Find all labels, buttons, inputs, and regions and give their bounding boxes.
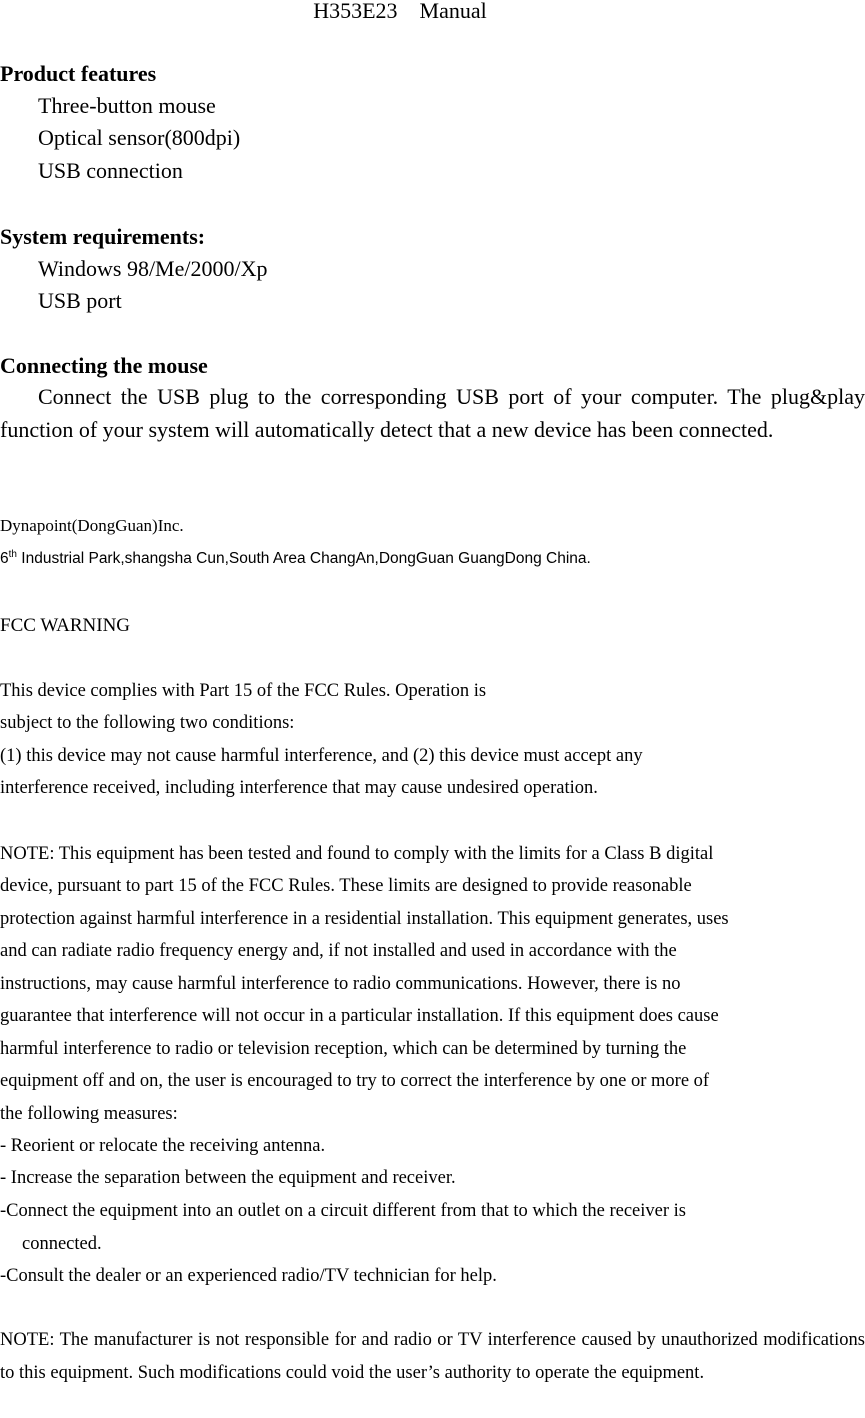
compliance-line: interference received, including interference that may cause undesired operation.: [0, 778, 598, 798]
measure-item: -Consult the dealer or an experienced radio/TV technician for help.: [0, 1266, 497, 1286]
compliance-line: (1) this device may not cause harmful interference, and (2) this device must accept any: [0, 746, 643, 766]
compliance-line: This device complies with Part 15 of the FCC Rules. Operation is: [0, 681, 487, 701]
feature-item: Three-button mouse: [38, 93, 216, 118]
address-suffix: th: [8, 548, 17, 560]
note-line: instructions, may cause harmful interference to radio communications. However, there is no: [0, 974, 681, 994]
note-line: NOTE: This equipment has been tested and found to comply with the limits for a Class B digital: [0, 844, 714, 864]
document-title: H353E23 Manual: [313, 0, 487, 23]
measure-item: connected.: [22, 1234, 102, 1254]
note-line: device, pursuant to part 15 of the FCC Rules. These limits are designed to provide reasonable: [0, 876, 692, 896]
system-requirements-heading: System requirements:: [0, 224, 206, 249]
measure-item: - Reorient or relocate the receiving antenna.: [0, 1136, 326, 1156]
address-number: 6: [0, 550, 9, 567]
company-name: Dynapoint(DongGuan)Inc.: [0, 516, 184, 535]
compliance-line: subject to the following two conditions:: [0, 713, 295, 733]
feature-item: USB connection: [38, 158, 183, 183]
requirement-item: Windows 98/Me/2000/Xp: [38, 256, 268, 281]
measure-item: - Increase the separation between the equipment and receiver.: [0, 1168, 456, 1188]
requirement-item: USB port: [38, 288, 122, 313]
note-line: guarantee that interference will not occur in a particular installation. If this equipment does cause: [0, 1006, 719, 1026]
product-features-heading: Product features: [0, 61, 157, 86]
connecting-body: Connect the USB plug to the corresponding USB port of your computer. The plug&play function of your system will automatically detect that a new device has been connected.: [0, 384, 865, 442]
feature-item: Optical sensor(800dpi): [38, 125, 241, 150]
note-line: and can radiate radio frequency energy and, if not installed and used in accordance with the: [0, 941, 677, 961]
note-line: the following measures:: [0, 1104, 178, 1124]
final-note: NOTE: The manufacturer is not responsible for and radio or TV interference caused by unauthorized modifications to this equipment. Such modifications could void the user’s authority to operate the equipment.: [0, 1330, 865, 1383]
fcc-warning-title: FCC WARNING: [0, 615, 131, 636]
note-line: equipment off and on, the user is encouraged to try to correct the interference by one or more of: [0, 1071, 710, 1091]
company-address: [0, 548, 591, 570]
connecting-heading: Connecting the mouse: [0, 353, 208, 378]
note-line: protection against harmful interference in a residential installation. This equipment generates, uses: [0, 909, 729, 929]
address-rest: Industrial Park,shangsha Cun,South Area ChangAn,DongGuan GuangDong China.: [16, 550, 591, 567]
note-line: harmful interference to radio or television reception, which can be determined by turning the: [0, 1039, 687, 1059]
measure-item: -Connect the equipment into an outlet on a circuit different from that to which the receiver is: [0, 1201, 686, 1221]
